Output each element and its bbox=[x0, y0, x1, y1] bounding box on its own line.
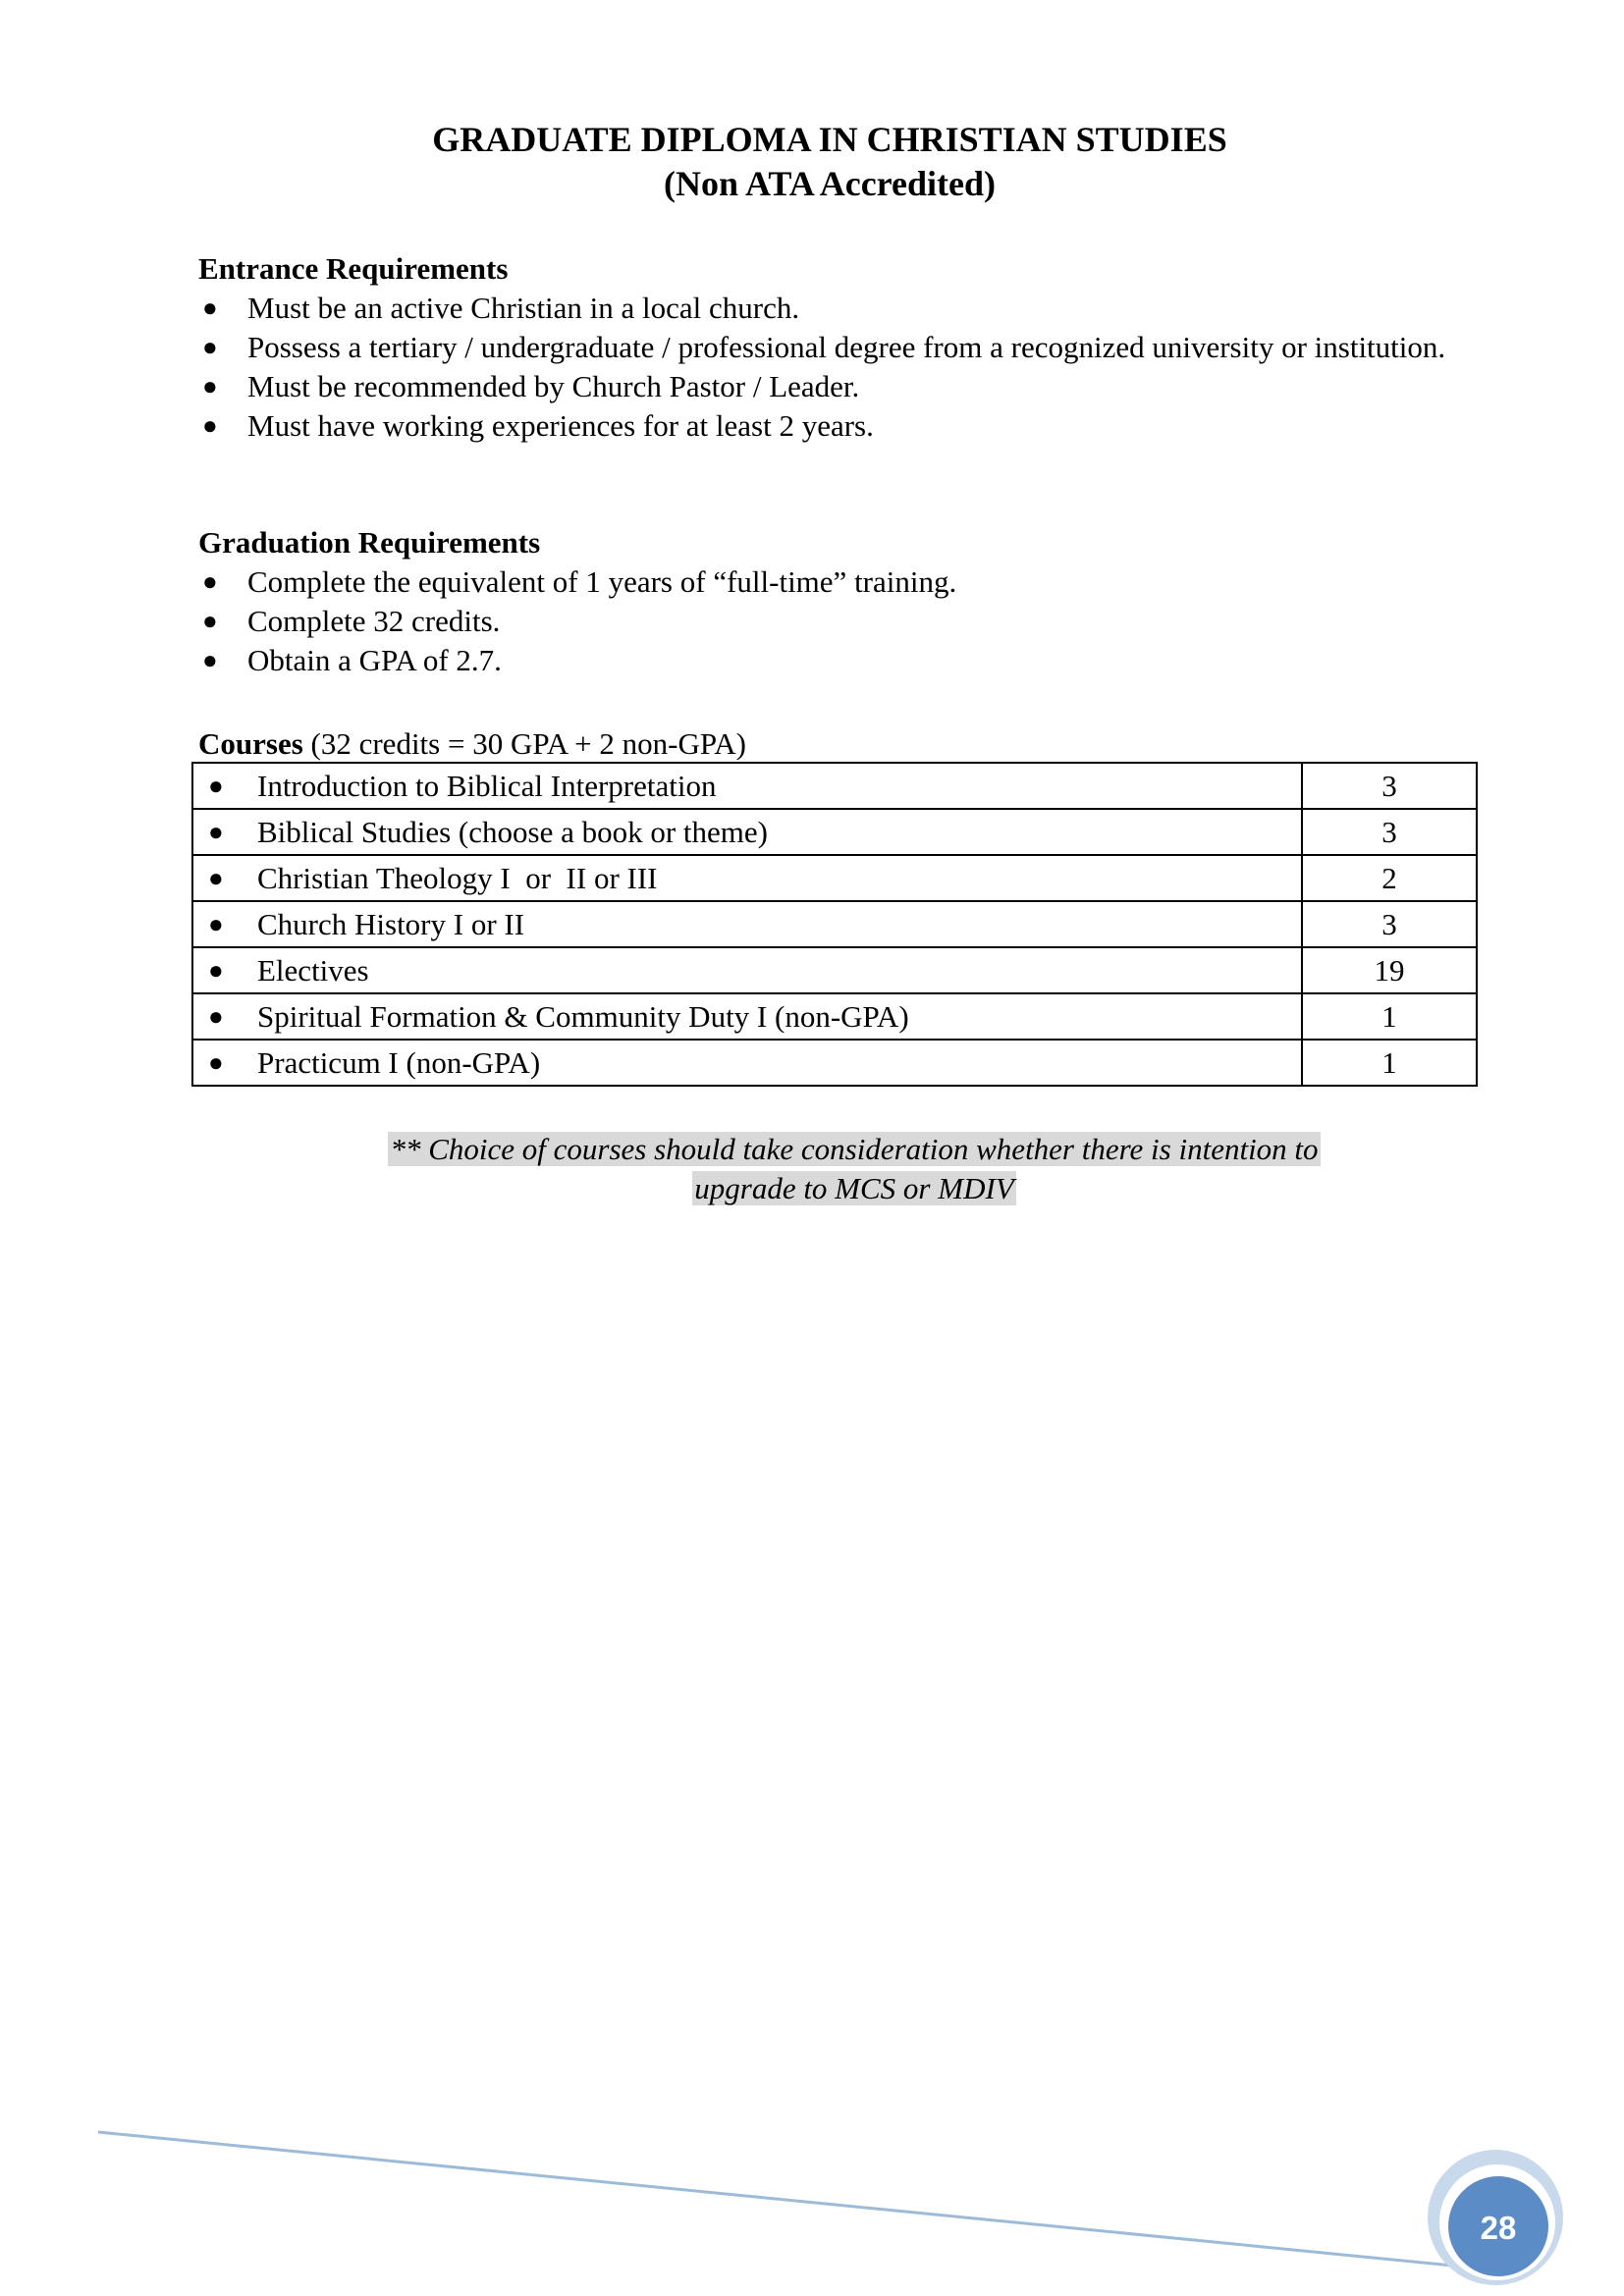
bullet-icon: ● bbox=[202, 411, 218, 440]
course-credits: 19 bbox=[1302, 947, 1477, 993]
bullet-icon: ● bbox=[202, 294, 218, 322]
note-line: ** Choice of courses should take consideration whether there is intention to bbox=[390, 1132, 1319, 1166]
bullet-icon: ● bbox=[202, 646, 218, 674]
course-name: Christian Theology I or II or III bbox=[257, 860, 658, 895]
page-title: GRADUATE DIPLOMA IN CHRISTIAN STUDIES bbox=[432, 120, 1227, 159]
course-name: Spiritual Formation & Community Duty I (non-GPA) bbox=[257, 998, 909, 1034]
graduation-requirements-heading: Graduation Requirements bbox=[198, 525, 541, 560]
course-credits: 1 bbox=[1302, 1040, 1477, 1086]
course-name: Electives bbox=[257, 952, 369, 988]
bullet-icon: ● bbox=[208, 863, 224, 892]
note-line: upgrade to MCS or MDIV bbox=[694, 1171, 1014, 1205]
bullet-icon: ● bbox=[208, 1047, 224, 1077]
list-item-text: Must be an active Christian in a local church. bbox=[247, 291, 800, 325]
course-credits: 3 bbox=[1302, 901, 1477, 947]
bullet-icon: ● bbox=[202, 333, 218, 361]
course-name: Introduction to Biblical Interpretation bbox=[257, 768, 717, 803]
bullet-icon: ● bbox=[202, 567, 218, 596]
list-item-text: Obtain a GPA of 2.7. bbox=[247, 643, 502, 677]
course-credits: 2 bbox=[1302, 855, 1477, 901]
courses-heading-note: (32 credits = 30 GPA + 2 non-GPA) bbox=[302, 726, 746, 761]
course-credits: 3 bbox=[1302, 763, 1477, 809]
course-name: Practicum I (non-GPA) bbox=[257, 1044, 541, 1080]
bullet-icon: ● bbox=[208, 817, 224, 846]
entrance-requirements-heading: Entrance Requirements bbox=[198, 251, 509, 286]
list-item-text: Complete the equivalent of 1 years of “full-time” training. bbox=[247, 564, 957, 599]
courses-heading-label: Courses bbox=[198, 726, 303, 761]
bullet-icon: ● bbox=[202, 607, 218, 635]
bullet-icon: ● bbox=[208, 955, 224, 985]
bullet-icon: ● bbox=[208, 1001, 224, 1031]
course-name: Biblical Studies (choose a book or theme) bbox=[257, 814, 768, 849]
footer-rule-line bbox=[98, 2132, 1473, 2268]
list-item-text: Must be recommended by Church Pastor / Leader. bbox=[247, 369, 860, 403]
bullet-icon: ● bbox=[202, 372, 218, 400]
bullet-icon: ● bbox=[208, 771, 224, 800]
list-item-text: Complete 32 credits. bbox=[247, 604, 501, 638]
page-subtitle: (Non ATA Accredited) bbox=[664, 164, 996, 203]
page-number: 28 bbox=[1480, 2210, 1517, 2246]
course-credits: 3 bbox=[1302, 809, 1477, 855]
list-item-text: Must have working experiences for at least 2 years. bbox=[247, 408, 874, 443]
bullet-icon: ● bbox=[208, 909, 224, 938]
course-credits: 1 bbox=[1302, 993, 1477, 1040]
list-item-text: Possess a tertiary / undergraduate / professional degree from a recognized university or institution. bbox=[247, 330, 1446, 364]
course-name: Church History I or II bbox=[257, 906, 525, 941]
